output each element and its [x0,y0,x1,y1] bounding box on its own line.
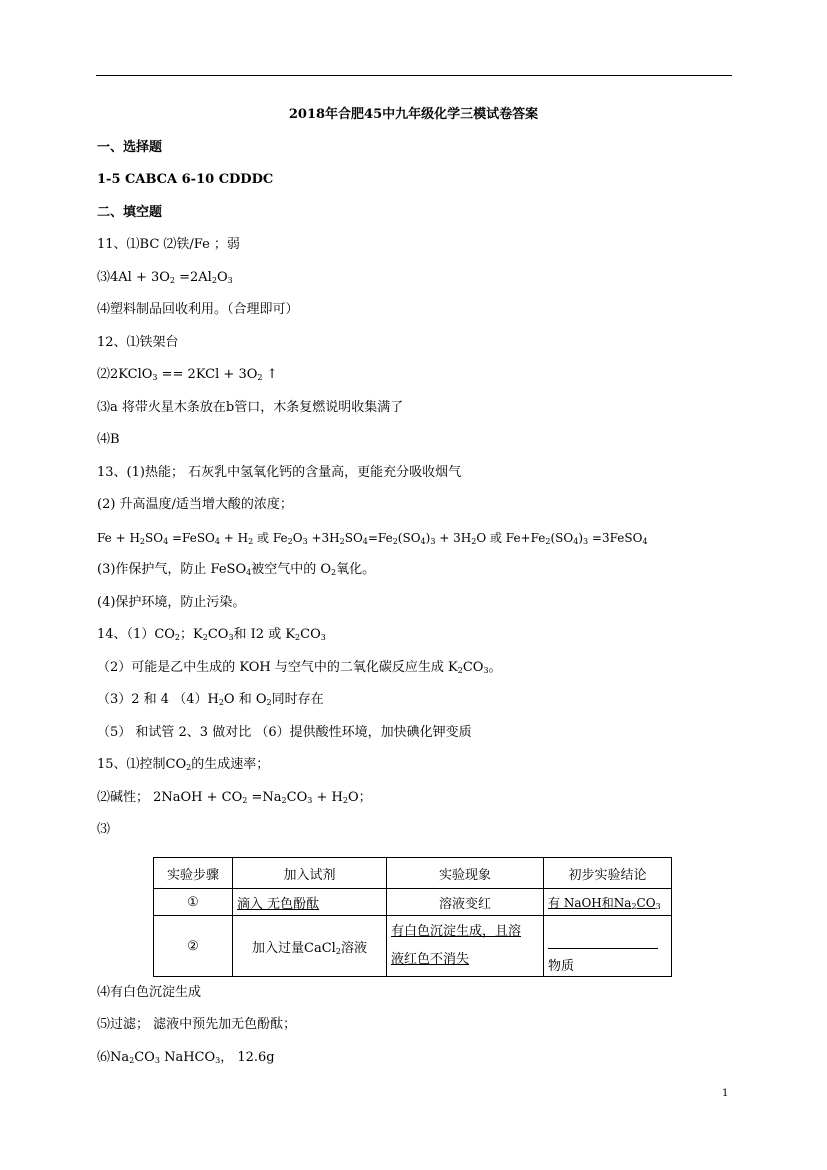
section-choice-heading: 一、选择题 [97,140,163,155]
q13-line4: (3)作保护气，防止 FeSO$_4$被空气中的 $O_2$氧化。 [97,562,376,577]
experiment-table [153,857,672,977]
conclusion-cell: 物质 [544,916,672,977]
reagent-cell: 加入过量CaCl$_2$溶液 [233,916,387,977]
section-fill-heading: 二、填空题 [97,205,163,220]
table-header-cell: 实验现象 [387,858,544,889]
q13-line2: (2) 升高温度/适当增大酸的浓度； [97,497,293,512]
step-cell: ② [154,916,233,977]
q11-line3: ⑷塑料制品回收利用。（合理即可） [97,302,299,317]
q15-line1: 15、⑴控制$CO_2$的生成速率； [97,757,270,772]
q14-line1: 14、$(1)CO_2$；$K_2CO_3$和 I2 或 $K_2CO_3$ [97,627,326,642]
header-rule [96,75,732,76]
table-header-cell: 加入试剂 [233,858,387,889]
q12-line3: ⑶a 将带火星木条放在b管口，木条复燃说明收集满了 [97,400,404,415]
page-number: 1 [722,1088,729,1099]
table-header-cell: 初步实验结论 [544,858,672,889]
q14-line3: （3）2 和 4 $(4)H_2O$ 和 $O_2$同时存在 [97,692,324,707]
q15-line3: ⑶ [97,822,111,837]
q12-line2: ⑵2KClO$_3$ == $2KCl + 3O_2$ ↑ [97,367,278,382]
conclusion-cell: 有 NaOH和$Na_2CO_3$ [544,889,672,916]
step-cell: ① [154,889,233,916]
q13-line1: 13、(1)热能； 石灰乳中氢氧化钙的含量高，更能充分吸收烟气 [97,465,462,480]
q12-line4: ⑷B [97,432,120,447]
q11-line1: 11、⑴BC ⑵铁/Fe ；弱 [97,237,240,252]
q14-line4: （5） 和试管 2、3 做对比 （6）提供酸性环境，加快碘化钾变质 [97,725,472,740]
reagent-cell: 滴入 无色酚酞 [233,889,387,916]
q14-line2: （2）可能是乙中生成的 KOH 与空气中的二氧化碳反应生成 $K_2CO_3$。 [97,660,502,675]
q15-line4: ⑷有白色沉淀生成 [97,985,202,1000]
q12-line1: 12、⑴铁架台 [97,335,179,350]
document-title: 2018年合肥45中九年级化学三模试卷答案 [288,107,539,122]
table-header-cell: 实验步骤 [154,858,233,889]
q15-line6: $⑹Na_2CO_3$ NaHCO$_3$， 12.6g [97,1050,275,1065]
q11-line2: ⑶4Al + $3O_2 =2Al_2O_3$ [97,270,233,285]
choice-answers: 1-5 CABCA 6-10 CDDDC [97,172,274,187]
q15-line5: ⑸过滤； 滤液中预先加无色酚酞； [97,1017,297,1032]
phenomenon-cell: 溶液变红 [387,889,544,916]
phenomenon-cell: 有白色沉淀生成，且溶 液红色不消失 [387,916,544,977]
q13-line3: $Fe + H_2SO_4$ =FeSO$_4$ + $H_2$ 或 $Fe_2O_3 +3H_2SO_4=Fe_2(SO_4)_3 + 3H_2O$ 或 $Fe+Fe_2(SO_4)_3$ =3FeSO$_4$ [97,531,648,546]
q13-line5: (4)保护环境，防止污染。 [97,595,246,610]
table-row [154,889,672,916]
table-header-row [154,858,672,889]
q15-line2: ⑵碱性； 2NaOH + $CO_2 =Na_2CO_3 + H_2O$； [97,790,372,805]
table-row [154,916,672,977]
